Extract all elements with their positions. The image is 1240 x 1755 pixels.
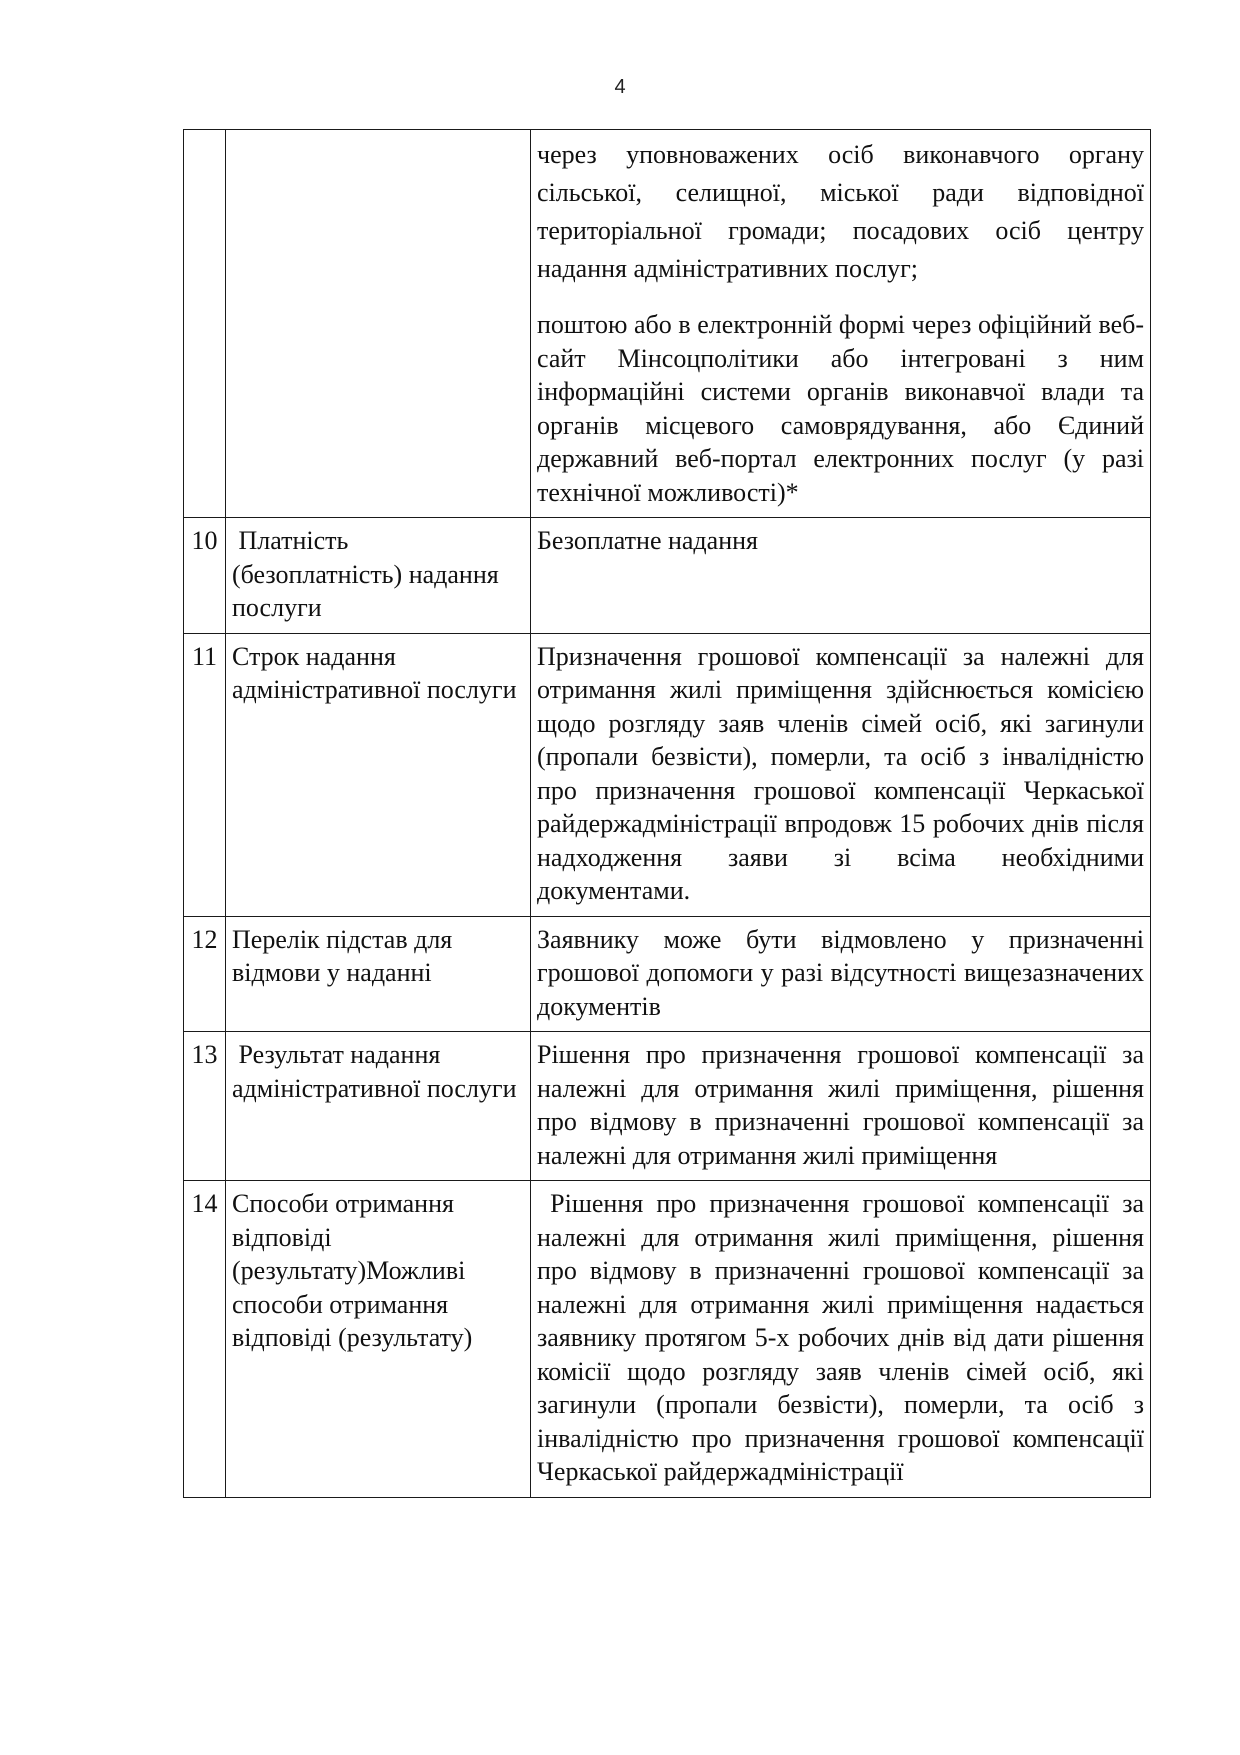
row-number	[184, 130, 226, 518]
row-value	[531, 130, 1151, 518]
value-paragraph: поштою або в електронній формі через офіційний веб-сайт Мінсоцполітики або інтегровані з ним інформаційні системи органів виконавчої влади та органів місцевого самоврядування, або Єдиний державний веб-портал електронних послуг (у разі технічної можливості)*	[537, 310, 1144, 507]
row-value	[531, 916, 1151, 1032]
value-paragraph: Рішення про призначення грошової компенсації за належні для отримання жилі приміщення, рішення про відмову в призначенні грошової компенсації за належні для отримання жилі приміщення	[537, 1040, 1144, 1170]
row-number: 14	[184, 1181, 226, 1498]
page-number: 4	[614, 76, 626, 98]
row-number: 10	[184, 518, 226, 634]
row-title	[226, 130, 531, 518]
value-paragraph: Призначення грошової компенсації за належні для отримання жилі приміщення здійснюється комісією щодо розгляду заяв членів сімей осіб, які загинули (пропали безвісти), померли, та осіб з інвалідністю про призначення грошової компенсації Черкаської райдержадміністрації впродовж 15 робочих днів після надходження заяви зі всіма необхідними документами.	[537, 641, 1144, 905]
table-row	[184, 1032, 1151, 1181]
table-row	[184, 130, 1151, 518]
value-paragraph: Безоплатне надання	[537, 526, 758, 555]
table-row	[184, 518, 1151, 634]
value-paragraph: через уповноважених осіб виконавчого органу сільської, селищної, міської ради відповідної територіальної громади; посадових осіб центру надання адміністративних послуг;	[537, 140, 1144, 283]
table-row	[184, 1181, 1151, 1498]
table-row	[184, 916, 1151, 1032]
row-number: 13	[184, 1032, 226, 1181]
row-number: 12	[184, 916, 226, 1032]
row-number: 11	[184, 633, 226, 916]
table-row	[184, 633, 1151, 916]
row-value	[531, 518, 1151, 634]
value-paragraph: Рішення про призначення грошової компенсації за належні для отримання жилі приміщення, рішення про відмову в призначенні грошової компенсації за належні для отримання жилі приміщення надається заявнику протягом 5-х робочих днів від дати рішення комісії щодо розгляду заяв членів сімей осіб, які загинули (пропали безвісти), померли, та осіб з інвалідністю про призначення грошової компенсації Черкаської райдержадміністрації	[537, 1189, 1151, 1486]
value-paragraph: Заявнику може бути відмовлено у призначенні грошової допомоги у разі відсутності вищезазначених документів	[537, 924, 1144, 1021]
row-value	[531, 1181, 1151, 1498]
row-title: Перелік підстав для відмови у наданні	[226, 916, 531, 1032]
row-title: Строк надання адміністративної послуги	[226, 633, 531, 916]
row-title: Способи отримання відповіді (результату)Можливі способи отримання відповіді (результату)	[226, 1181, 531, 1498]
row-value	[531, 1032, 1151, 1181]
row-title: Платність (безоплатність) надання послуги	[226, 518, 531, 634]
service-info-table	[183, 129, 1151, 1498]
row-value	[531, 633, 1151, 916]
row-title: Результат надання адміністративної послуги	[226, 1032, 531, 1181]
